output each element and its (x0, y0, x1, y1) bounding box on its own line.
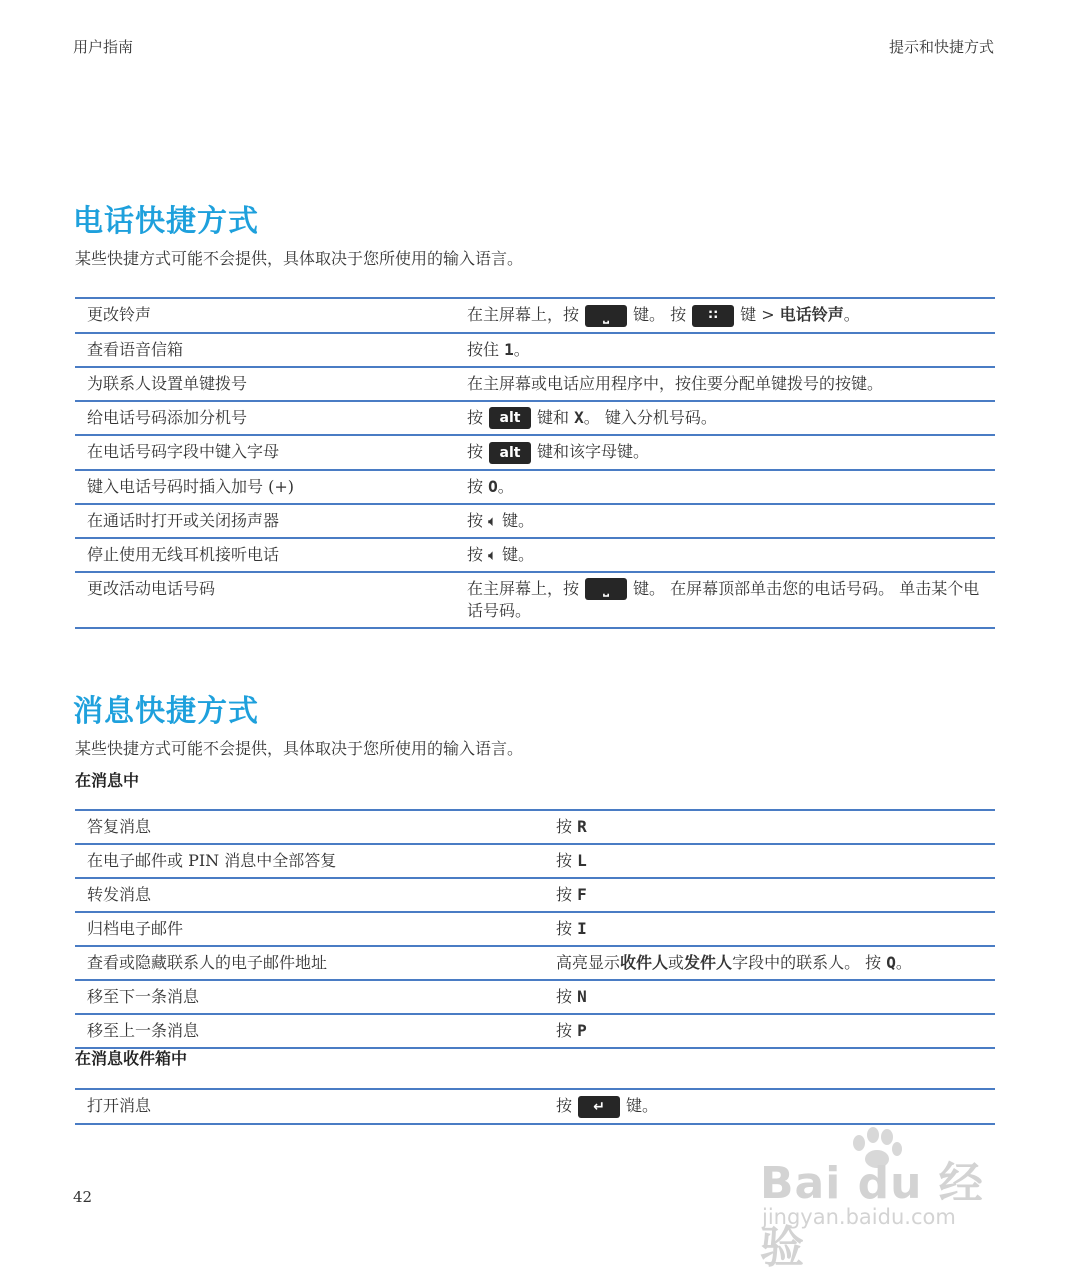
key-letter: 1 (504, 339, 514, 359)
watermark-url: jingyan.baidu.com (762, 1205, 956, 1229)
phone-intro: 某些快捷方式可能不会提供，具体取决于您所使用的输入语言。 (75, 249, 524, 268)
table-row (75, 572, 995, 629)
send-key-icon: ⎵ (585, 578, 627, 600)
header-right: 提示和快捷方式 (888, 38, 994, 56)
key-letter: Q (886, 953, 896, 972)
page-number: 42 (73, 1188, 93, 1206)
menu-key-icon: ∷ (692, 305, 734, 327)
action-cell: 查看或隐藏联系人的电子邮件地址 (75, 946, 544, 980)
shortcut-text: 按住 (467, 339, 500, 359)
watermark-logo: Bai du 经验 (760, 1158, 984, 1273)
table-row (75, 810, 995, 844)
action-cell: 查看语音信箱 (75, 333, 455, 367)
speaker-key-icon: 🔈︎ (488, 545, 498, 564)
table-row (75, 435, 995, 470)
shortcut-text: 按 (556, 851, 573, 870)
action-cell: 移至下一条消息 (75, 980, 544, 1014)
action-cell: 更改活动电话号码 (75, 572, 455, 629)
shortcut-cell: 在主屏幕或电话应用程序中，按住要分配单键拨号的按键。 (455, 367, 995, 401)
key-letter: I (577, 919, 587, 938)
shortcut-text: 键。 在屏幕顶部单击您的电话号码。 单击某个电话号码。 (467, 578, 980, 620)
shortcut-text: 按 (556, 1096, 573, 1115)
in-inbox-subheading: 在消息收件箱中 (75, 1049, 188, 1068)
key-letter: F (577, 885, 587, 904)
shortcut-cell (455, 333, 995, 367)
table-row (75, 844, 995, 878)
shortcut-text: 键和 (537, 407, 570, 427)
shortcut-text: 在主屏幕上，按 (467, 578, 580, 598)
shortcut-text: 键。 (502, 510, 535, 530)
shortcut-text: 。 键入分机号码。 (583, 407, 717, 427)
send-key-icon: ⎵ (585, 305, 627, 327)
shortcut-text: 键 > (740, 305, 775, 324)
shortcut-cell (455, 504, 995, 538)
shortcut-text: 按 (467, 476, 484, 496)
shortcut-text: 。 (497, 476, 514, 496)
shortcut-text: 按 (556, 919, 573, 938)
shortcut-text: 字段中的联系人。 按 (732, 953, 882, 972)
inbox-shortcuts-table (75, 1088, 995, 1125)
shortcut-text: 。 (513, 339, 530, 359)
key-letter: R (577, 817, 587, 836)
shortcut-text: 按 (556, 987, 573, 1006)
shortcut-cell (455, 572, 995, 629)
action-cell: 在通话时打开或关闭扬声器 (75, 504, 455, 538)
table-row (75, 878, 995, 912)
enter-key-icon: ↵ (578, 1096, 620, 1118)
shortcut-text: 按 (467, 442, 484, 461)
shortcut-cell (544, 878, 995, 912)
action-cell: 键入电话号码时插入加号 (+) (75, 470, 455, 504)
table-row (75, 298, 995, 333)
shortcut-cell (544, 810, 995, 844)
shortcut-cell (544, 1014, 995, 1048)
key-letter: O (488, 476, 498, 496)
shortcut-text: 键和该字母键。 (537, 442, 650, 461)
table-row (75, 980, 995, 1014)
shortcut-text: 在主屏幕上，按 (467, 305, 580, 324)
shortcut-cell (544, 912, 995, 946)
shortcut-text: 。 (843, 305, 860, 324)
shortcut-text: 按 (556, 885, 573, 904)
action-cell: 为联系人设置单键拨号 (75, 367, 455, 401)
action-cell: 更改铃声 (75, 298, 455, 333)
action-cell: 转发消息 (75, 878, 544, 912)
shortcut-cell (455, 401, 995, 436)
key-letter: L (577, 851, 587, 870)
table-row (75, 1014, 995, 1048)
action-cell: 移至上一条消息 (75, 1014, 544, 1048)
message-section-title: 消息快捷方式 (73, 694, 259, 729)
table-row (75, 538, 995, 572)
table-row (75, 470, 995, 504)
in-message-subheading: 在消息中 (75, 771, 140, 790)
alt-key-icon: alt (489, 442, 531, 464)
shortcut-cell (455, 470, 995, 504)
shortcut-text: 按 (467, 407, 484, 427)
shortcut-bold-text: 电话铃声 (779, 305, 844, 324)
table-row (75, 912, 995, 946)
table-row (75, 333, 995, 367)
action-cell: 在电子邮件或 PIN 消息中全部答复 (75, 844, 544, 878)
shortcut-cell (544, 946, 995, 980)
shortcut-cell (544, 1089, 995, 1124)
shortcut-text: 。 (895, 953, 912, 972)
action-cell: 答复消息 (75, 810, 544, 844)
key-letter: P (577, 1021, 587, 1040)
key-letter: N (577, 987, 587, 1006)
speaker-key-icon: 🔈︎ (488, 511, 498, 530)
table-row (75, 367, 995, 401)
action-cell: 归档电子邮件 (75, 912, 544, 946)
shortcut-text: 按 (467, 544, 484, 564)
shortcut-cell (544, 980, 995, 1014)
shortcut-text: 键。 (502, 544, 535, 564)
action-cell: 打开消息 (75, 1089, 544, 1124)
alt-key-icon: alt (489, 407, 531, 429)
phone-shortcuts-table (75, 297, 995, 629)
shortcut-cell (455, 538, 995, 572)
shortcut-text: 高亮显示 (556, 953, 621, 972)
shortcut-cell (455, 298, 995, 333)
message-intro: 某些快捷方式可能不会提供，具体取决于您所使用的输入语言。 (75, 739, 524, 758)
shortcut-text: 键。 按 (633, 305, 687, 324)
shortcut-text: 按 (467, 510, 484, 530)
shortcut-text: 按 (556, 1021, 573, 1040)
shortcut-text: 按 (556, 817, 573, 836)
table-row (75, 946, 995, 980)
table-row (75, 1089, 995, 1124)
action-cell: 停止使用无线耳机接听电话 (75, 538, 455, 572)
header-left: 用户指南 (73, 38, 134, 56)
action-cell: 给电话号码添加分机号 (75, 401, 455, 436)
key-letter: X (574, 407, 584, 427)
shortcut-bold-text: 发件人 (684, 953, 733, 972)
shortcut-text: 键。 (626, 1096, 659, 1115)
shortcut-text: 或 (668, 953, 685, 972)
shortcut-cell (544, 844, 995, 878)
action-cell: 在电话号码字段中键入字母 (75, 435, 455, 470)
shortcut-bold-text: 收件人 (620, 953, 669, 972)
table-row (75, 504, 995, 538)
baidu-watermark (760, 1125, 1010, 1273)
phone-section-title: 电话快捷方式 (73, 204, 259, 239)
shortcut-cell (455, 435, 995, 470)
table-row (75, 401, 995, 436)
message-shortcuts-table (75, 809, 995, 1049)
